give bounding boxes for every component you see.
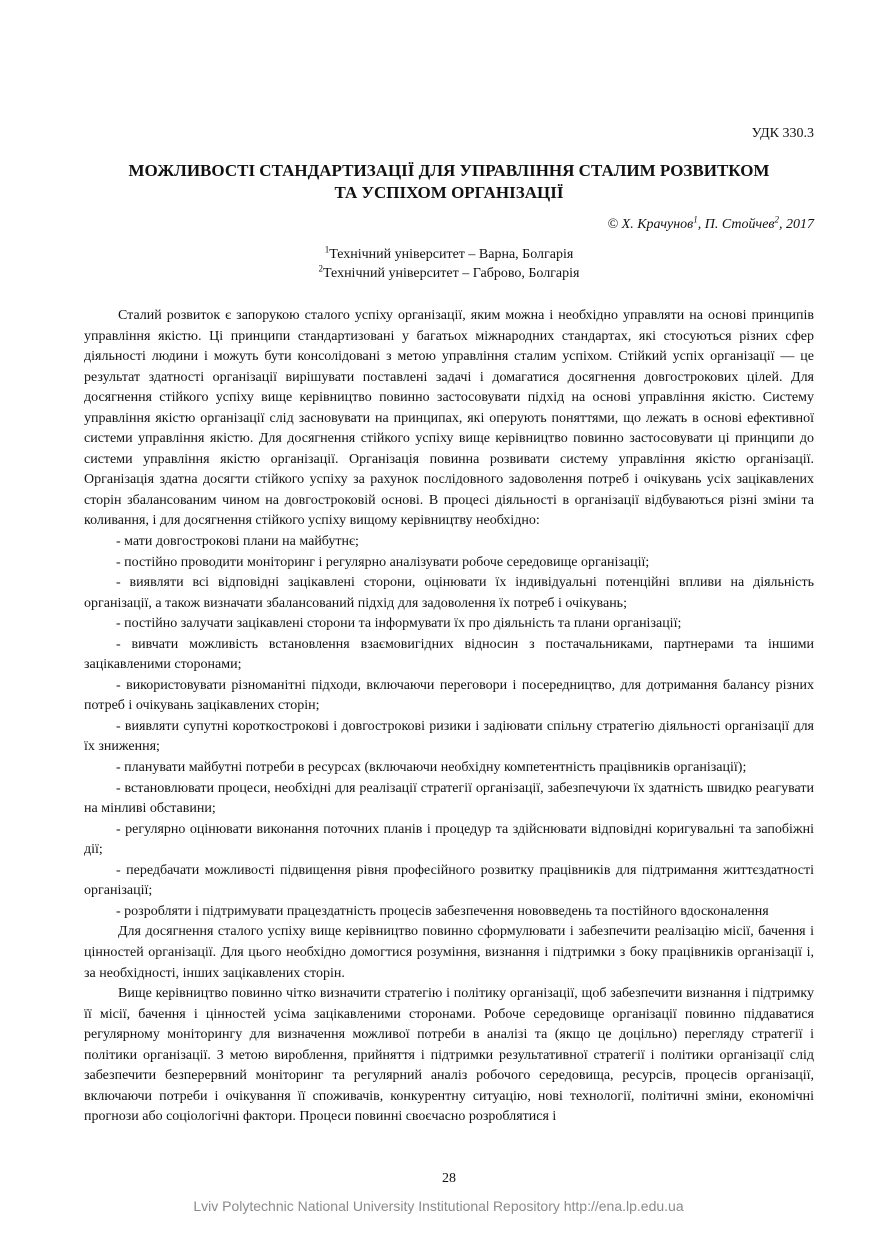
- list-item: - передбачати можливості підвищення рівня професійного розвитку працівників для підтримання життєздатності організації;: [84, 862, 814, 899]
- authors-line: [608, 216, 814, 234]
- page-number: 28: [442, 1171, 456, 1186]
- copyright-author1: © Х. Крачунов: [607, 217, 694, 232]
- list-item: - встановлювати процеси, необхідні для реалізації стратегії організації, забезпечуючи їх здатність швидко реагувати на мінливі обставини;: [84, 780, 814, 817]
- document-page: [84, 0, 814, 1240]
- list-item: - регулярно оцінювати виконання поточних планів і процедур та здійснювати відповідні коригувальні та запобіжні дії;: [84, 821, 814, 858]
- author1-superscript: 1: [693, 214, 698, 225]
- list-item: - розробляти і підтримувати працездатність процесів забезпечення нововведень та постійного вдосконалення: [116, 903, 769, 919]
- article-body: [84, 306, 814, 1128]
- list-item: - постійно залучати зацікавлені сторони та інформувати їх про діяльність та плани організації;: [116, 616, 682, 632]
- list-item: - планувати майбутні потреби в ресурсах (включаючи необхідну компетентність працівників організації);: [116, 760, 747, 776]
- body-paragraph: Для досягнення сталого успіху вище керівництво повинно сформулювати і забезпечити реалізацію місії, бачення і цінностей організації. Для цього необхідно домогтися розуміння, визнання і підтримки з боку працівників організації і, за необхідності, інших зацікавлених сторін.: [84, 924, 814, 981]
- list-item: - виявляти супутні короткострокові і довгострокові ризики і задіювати спільну стратегію діяльності організації для їх зниження;: [84, 718, 814, 755]
- author2: , П. Стойчев: [697, 217, 775, 232]
- affiliation-2: [84, 265, 814, 283]
- affiliation-2-text: Технічний університет – Габрово, Болгарія: [323, 266, 580, 281]
- body-paragraph: Вище керівництво повинно чітко визначити стратегію і політику організації, щоб забезпечити визнання і підтримку її місії, бачення і цінностей усіма зацікавленими сторонами. Робоче середовище організації повинно піддаватися регулярному моніторингу для визначення можливої потреби в аналізі та (якщо це доцільно) перегляду стратегії і політики організації. З метою вироблення, прийняття і підтримки результативної стратегії і політики організації слід забезпечити безперервний моніторинг та регулярний аналіз робочого середовища, ресурсів, процесів організації, включаючи потреби і очікування її споживачів, конкурентну ситуацію, нові технології, політичні зміни, економічні прогнози або соціологічні фактори. Процеси повинні своєчасно розроблятися і: [84, 986, 814, 1125]
- title-line-1: МОЖЛИВОСТІ СТАНДАРТИЗАЦІЇ ДЛЯ УПРАВЛІННЯ СТАЛИМ РОЗВИТКОМ: [128, 161, 770, 180]
- list-item: - мати довгострокові плани на майбутнє;: [116, 534, 359, 550]
- body-paragraph: Сталий розвиток є запорукою сталого успіху організації, яким можна і необхідно управляти на основі принципів управління якістю. Ці принципи стандартизовані у багатьох міжнародних стандартах, які стосуються різних сфер діяльності людини і можуть бути консолідовані з метою управління сталим успіхом. Стійкий успіх організації — це результат здатності організації вирішувати поставлені задачі і домагатися досягнення довгострокових цілей. Для досягнення стійкого успіху вище керівництво повинно застосовувати підхід на основі управління якістю. Систему управління якістю організації слід засновувати на принципах, які оперують поняттями, що лежать в основі ефективної системи управління якістю. Для досягнення стійкого успіху вище керівництво повинно застосовувати ці принципи до системи управління якістю організації. Організація повинна розвивати систему управління якістю організації. Організація здатна досягти стійкого успіху за рахунок послідовного задоволення потреб і очікувань усіх зацікавлених сторін збалансованим чином на довгостроковій основі. В процесі діяльності в організації відбуваються різні зміни та коливання, і для досягнення стійкого успіху вищому керівництву необхідно:: [84, 308, 814, 529]
- affiliation-1-text: Технічний університет – Варна, Болгарія: [329, 247, 574, 262]
- repository-footer: Lviv Polytechnic National University Institutional Repository http://ena.lp.edu.ua: [193, 1198, 684, 1214]
- list-item: - виявляти всі відповідні зацікавлені сторони, оцінювати їх індивідуальні потенційні впливи на діяльність організації, а також визначати збалансований підхід для задоволення їх потреб і очікувань;: [84, 575, 814, 611]
- affiliation-1-superscript: 1: [324, 244, 330, 255]
- udk-code: УДК 330.3: [751, 126, 814, 141]
- affiliation-1: [84, 246, 814, 264]
- title-line-2: ТА УСПІХОМ ОРГАНІЗАЦІЇ: [334, 183, 564, 202]
- affiliation-2-superscript: 2: [318, 263, 324, 274]
- article-title: [84, 160, 814, 204]
- list-item: - вивчати можливість встановлення взаємовигідних відносин з постачальниками, партнерами та іншими зацікавленими сторонами;: [84, 636, 814, 673]
- publication-year: , 2017: [779, 217, 814, 232]
- author2-superscript: 2: [774, 214, 779, 225]
- list-item: - постійно проводити моніторинг і регулярно аналізувати робоче середовище організації;: [116, 554, 650, 570]
- list-item: - використовувати різноманітні підходи, включаючи переговори і посередництво, для дотримання балансу різних потреб і очікувань зацікавлених сторін;: [84, 677, 814, 714]
